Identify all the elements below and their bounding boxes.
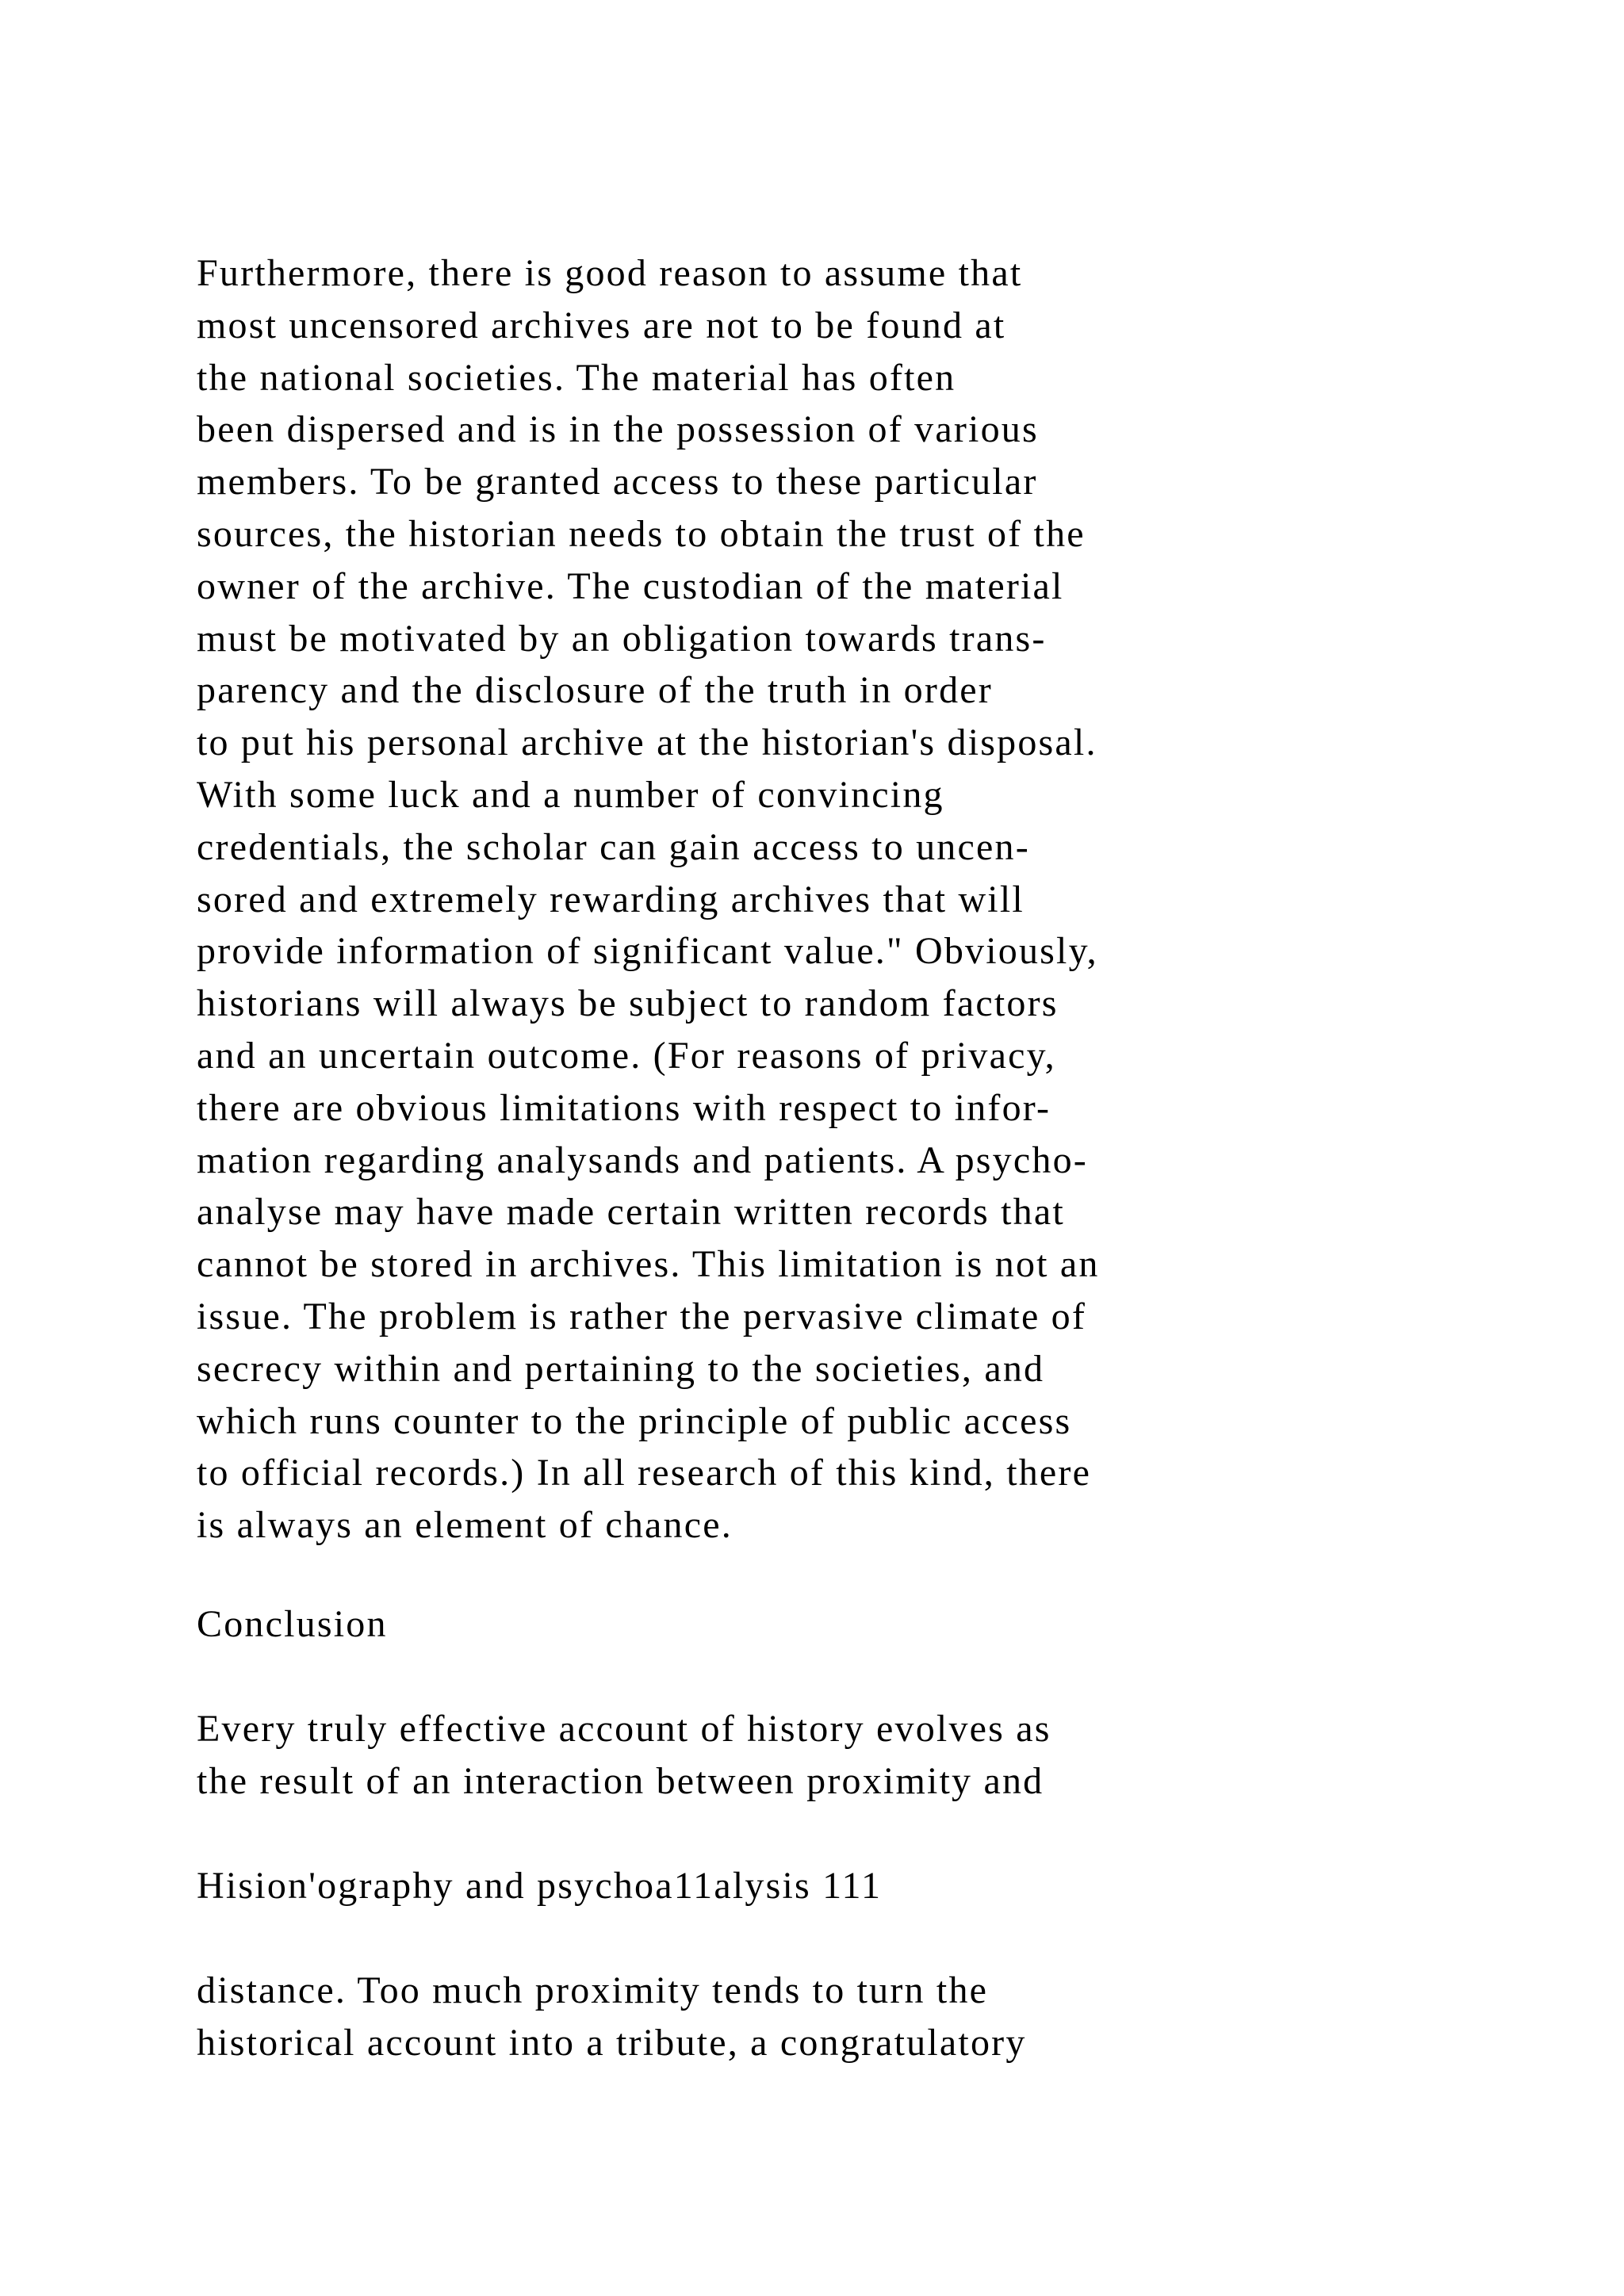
text-line: Every truly effective account of history evolves as: [197, 1708, 1051, 1750]
body-paragraph-conclusion: [197, 1703, 1497, 1808]
text-line: provide information of significant value." Obviously,: [197, 930, 1098, 973]
text-line: which runs counter to the principle of public access: [197, 1399, 1072, 1442]
text-line: most uncensored archives are not to be found at: [197, 304, 1006, 346]
text-line: members. To be granted access to these particular: [197, 461, 1038, 503]
running-head-text: Hision'ography and psychoa11alysis 111: [197, 1865, 883, 1907]
text-line: is always an element of chance.: [197, 1504, 733, 1547]
text-line: credentials, the scholar can gain access to uncen-: [197, 825, 1030, 868]
text-line: sored and extremely rewarding archives that will: [197, 878, 1025, 920]
text-line: the result of an interaction between proximity and: [197, 1759, 1044, 1802]
text-line: parency and the disclosure of the truth in order: [197, 669, 993, 712]
text-line: historical account into a tribute, a congratulatory: [197, 2021, 1027, 2064]
section-heading-text: Conclusion: [197, 1603, 388, 1645]
text-line: analyse may have made certain written records that: [197, 1191, 1065, 1234]
text-line: owner of the archive. The custodian of the material: [197, 564, 1064, 607]
text-line: and an uncertain outcome. (For reasons of privacy,: [197, 1034, 1056, 1077]
body-paragraph-archives: [197, 247, 1497, 1552]
text-line: must be motivated by an obligation towards trans-: [197, 617, 1047, 660]
text-line: sources, the historian needs to obtain the trust of the: [197, 512, 1086, 555]
text-line: distance. Too much proximity tends to turn the: [197, 1969, 989, 2011]
text-line: there are obvious limitations with respect to infor-: [197, 1086, 1051, 1129]
text-line: to put his personal archive at the historian's disposal.: [197, 721, 1097, 764]
text-line: secrecy within and pertaining to the societies, and: [197, 1347, 1045, 1390]
running-head: [197, 1860, 1497, 1912]
text-line: With some luck and a number of convincing: [197, 773, 944, 816]
text-line: issue. The problem is rather the pervasive climate of: [197, 1295, 1087, 1337]
text-line: Furthermore, there is good reason to assume that: [197, 252, 1023, 294]
body-paragraph-continued: [197, 1965, 1497, 2069]
section-heading: [197, 1598, 1497, 1651]
text-line: to official records.) In all research of this kind, there: [197, 1452, 1092, 1494]
text-line: historians will always be subject to random factors: [197, 982, 1059, 1025]
text-line: been dispersed and is in the possession of various: [197, 408, 1039, 451]
text-line: cannot be stored in archives. This limitation is not an: [197, 1243, 1100, 1286]
text-line: mation regarding analysands and patients. A psycho-: [197, 1138, 1088, 1181]
text-line: the national societies. The material has often: [197, 356, 956, 399]
